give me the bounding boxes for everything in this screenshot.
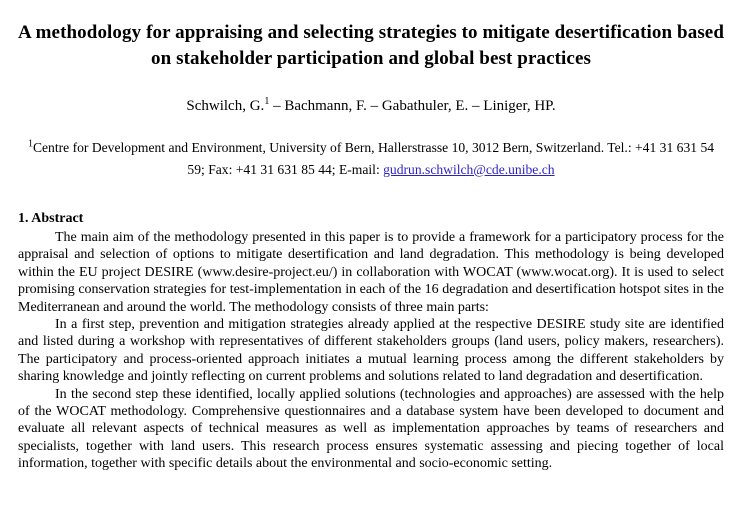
authors-rest: – Bachmann, F. – Gabathuler, E. – Liniger, HP. bbox=[269, 98, 556, 114]
email-link[interactable]: gudrun.schwilch@cde.unibe.ch bbox=[383, 161, 555, 177]
affiliation-marker: 1 bbox=[27, 138, 33, 150]
abstract-paragraph-1: The main aim of the methodology presented in this paper is to provide a framework for a participatory process for the appraisal and selection of options to mitigate desertification and land degradation. This methodology is being developed within the EU project DESIRE (www.desire-project.eu/) in collaboration with WOCAT (www.wocat.org). It is used to select promising conservation strategies for test-implementation in each of the 16 degradation and desertification hotspot sites in the Mediterranean and around the world. The methodology consists of three main parts: bbox=[18, 230, 724, 315]
author-lead: Schwilch, G. bbox=[186, 98, 265, 114]
author-affiliation-marker: 1 bbox=[264, 96, 270, 107]
affiliation-text: Centre for Development and Environment, University of Bern, Hallerstrasse 10, 3012 Bern, Switzerland. Tel.: +41 31 631 54 59; Fax: +41 31 631 85 44; E-mail: bbox=[32, 140, 715, 177]
authors-line bbox=[18, 97, 724, 116]
paper-title: A methodology for appraising and selecting strategies to mitigate desertification based on stakeholder participation and global best practices bbox=[18, 22, 725, 69]
abstract-heading: 1. Abstract bbox=[18, 211, 84, 226]
abstract-paragraph-3: In the second step these identified, locally applied solutions (technologies and approaches) are assessed with the help of the WOCAT methodology. Comprehensive questionnaires and a database system have been developed to document and evaluate all relevant aspects of technical measures as well as implementation approaches by teams of researchers and specialists, together with land users. This research process ensures systematic assessing and piecing together of local information, together with specific details about the environmental and socio-economic setting. bbox=[18, 386, 724, 472]
abstract-paragraph-2: In a first step, prevention and mitigation strategies already applied at the respective DESIRE study site are identified and listed during a workshop with representatives of different stakeholders groups (land users, policy makers, researchers). The participatory and process-oriented approach initiates a mutual learning process among the different stakeholders by sharing knowledge and jointly reflecting on current problems and solutions related to land degradation and desertification. bbox=[18, 317, 724, 385]
affiliation bbox=[18, 137, 724, 180]
